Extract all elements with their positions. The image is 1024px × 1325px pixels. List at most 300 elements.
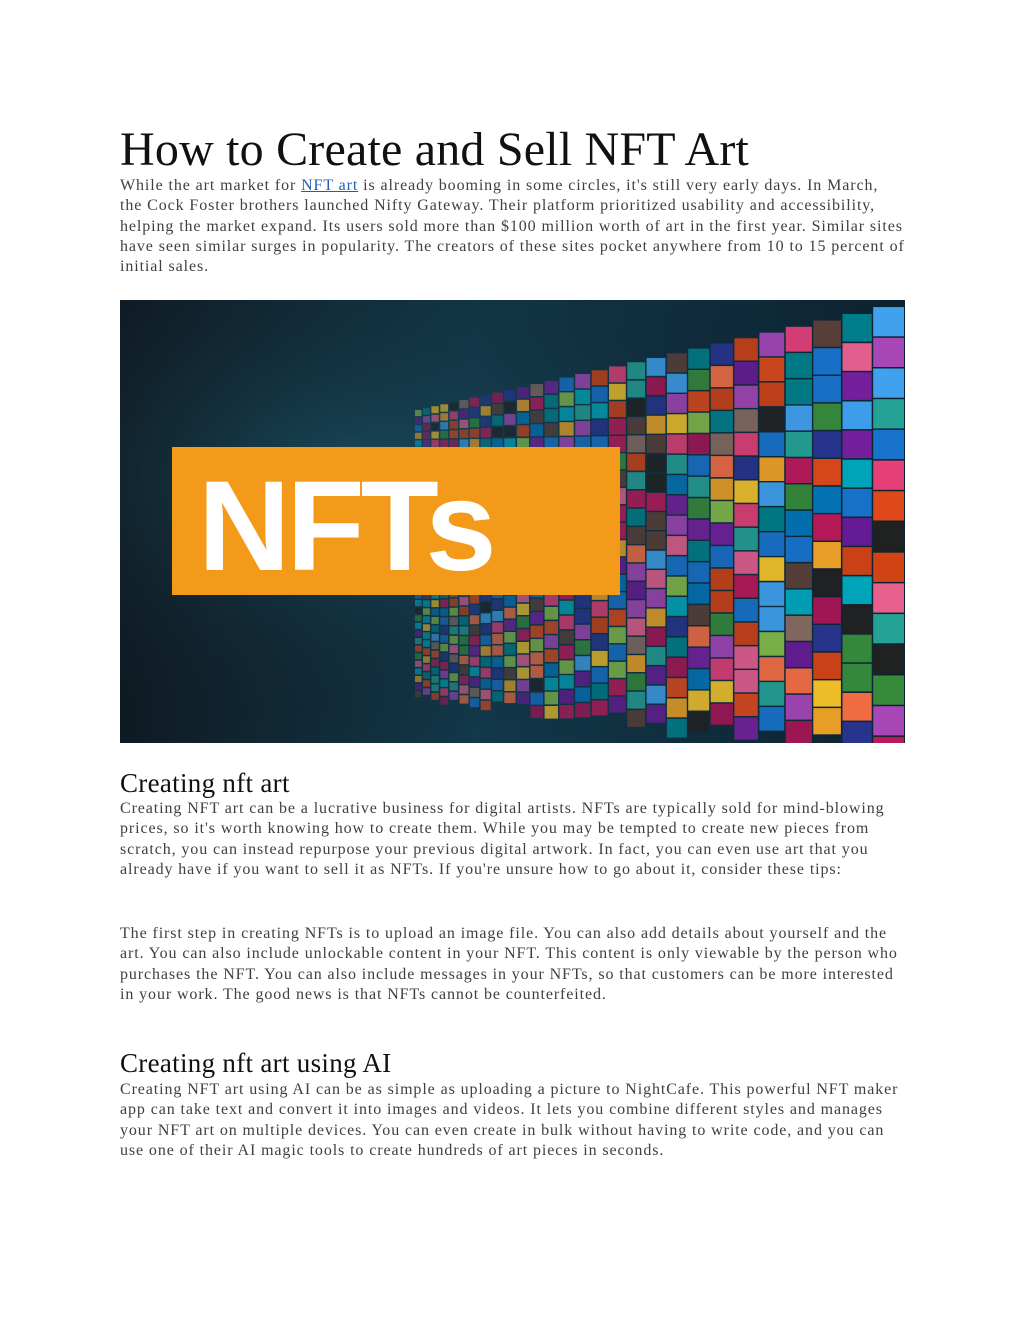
artwork-tile (575, 688, 590, 702)
artwork-tile (415, 630, 422, 636)
artwork-tile (470, 605, 479, 614)
artwork-tile (786, 537, 812, 562)
artwork-tile (843, 722, 872, 743)
artwork-tile (431, 600, 438, 607)
artwork-tile (711, 569, 733, 590)
artwork-tile (440, 662, 448, 669)
artwork-tile (759, 532, 784, 556)
artwork-tile (440, 688, 448, 695)
artwork-tile (470, 646, 479, 655)
artwork-tile (786, 616, 812, 641)
artwork-tile (545, 664, 558, 677)
artwork-tile (415, 684, 422, 690)
artwork-tile (545, 692, 558, 705)
artwork-tile (813, 570, 841, 596)
artwork-tile (423, 672, 430, 679)
artwork-tile (575, 609, 590, 623)
artwork-tile (592, 601, 608, 616)
artwork-tile (531, 398, 544, 410)
artwork-tile (711, 659, 733, 680)
artwork-tile (873, 676, 904, 705)
artwork-tile (470, 678, 479, 687)
artwork-tile (492, 623, 503, 633)
artwork-tile (627, 582, 645, 599)
artwork-tile (415, 653, 422, 659)
artwork-tile (517, 387, 529, 398)
artwork-tile (415, 661, 422, 667)
artwork-tile (531, 693, 544, 705)
artwork-tile (647, 474, 666, 492)
artwork-tile (450, 655, 458, 663)
artwork-tile (786, 458, 812, 483)
section-2-paragraph-1: Creating NFT art using AI can be as simple as uploading a picture to NightCafe. This powerful NFT maker app can take text and convert it into images and videos. It lets you combine different styles and manages your NFT art on multiple devices. You can even create in bulk without having to write code, and you can use one of their AI magic tools to create hundreds of art pieces in seconds. (120, 1081, 899, 1159)
artwork-tile (609, 384, 626, 400)
artwork-tile (504, 608, 515, 619)
artwork-tile (415, 623, 422, 629)
artwork-tile (786, 353, 812, 378)
artwork-tile (734, 670, 757, 692)
artwork-tile (873, 338, 904, 367)
artwork-tile (415, 433, 422, 439)
artwork-tile (431, 684, 438, 691)
artwork-tile (415, 638, 422, 644)
artwork-tile (711, 344, 733, 365)
artwork-tile (450, 692, 458, 700)
artwork-tile (786, 695, 812, 720)
artwork-tile (450, 617, 458, 625)
artwork-tile (423, 408, 430, 415)
artwork-tile (460, 439, 469, 447)
artwork-tile (592, 387, 608, 402)
artwork-tile (560, 407, 574, 420)
artwork-tile (504, 596, 515, 607)
artwork-tile (450, 673, 458, 681)
nft-art-link[interactable]: NFT art (301, 177, 359, 194)
artwork-tile (627, 600, 645, 617)
artwork-tile (431, 406, 438, 413)
artwork-tile (450, 412, 458, 420)
artwork-tile (647, 493, 666, 511)
artwork-tile (609, 679, 626, 695)
artwork-tile (575, 405, 590, 419)
artwork-tile (688, 691, 709, 711)
artwork-tile (843, 460, 872, 488)
artwork-tile (592, 667, 608, 682)
artwork-tile (492, 657, 503, 667)
artwork-tile (440, 413, 448, 420)
artwork-tile (609, 645, 626, 661)
artwork-tile (843, 314, 872, 342)
artwork-tile (460, 420, 469, 428)
artwork-tile (627, 527, 645, 544)
artwork-tile (759, 333, 784, 357)
artwork-tile (481, 439, 491, 448)
artwork-tile (873, 369, 904, 398)
artwork-tile (667, 455, 687, 474)
artwork-tile (667, 435, 687, 454)
artwork-tile (592, 618, 608, 633)
artwork-tile (667, 475, 687, 494)
artwork-tile (813, 653, 841, 679)
artwork-tile (481, 417, 491, 426)
nfts-hero-graphic (120, 300, 905, 743)
artwork-tile (440, 608, 448, 615)
artwork-tile (560, 392, 574, 405)
artwork-tile (667, 577, 687, 596)
artwork-tile (517, 680, 529, 691)
artwork-tile (481, 635, 491, 644)
artwork-tile (843, 489, 872, 517)
artwork-tile (531, 599, 544, 611)
artwork-tile (470, 667, 479, 676)
artwork-tile (431, 651, 438, 658)
artwork-tile (688, 434, 709, 454)
artwork-tile (647, 377, 666, 395)
artwork-tile (423, 440, 430, 447)
artwork-tile (440, 440, 448, 447)
artwork-tile (627, 692, 645, 709)
artwork-tile (813, 376, 841, 402)
artwork-tile (517, 617, 529, 628)
artwork-tile (667, 354, 687, 373)
artwork-tile (711, 681, 733, 702)
artwork-tile (647, 647, 666, 665)
artwork-tile (531, 639, 544, 651)
artwork-tile (504, 644, 515, 655)
artwork-tile (492, 680, 503, 690)
artwork-tile (440, 680, 448, 687)
artwork-tile (450, 645, 458, 653)
artwork-tile (688, 520, 709, 540)
artwork-tile (575, 421, 590, 435)
artwork-tile (873, 491, 904, 520)
artwork-tile (759, 458, 784, 482)
section-heading-creating-nft-art: Creating nft art (120, 768, 290, 798)
artwork-tile (647, 358, 666, 376)
artwork-tile (470, 636, 479, 645)
artwork-tile (688, 477, 709, 497)
artwork-tile (873, 737, 904, 743)
artwork-tile (627, 509, 645, 526)
artwork-tile (440, 635, 448, 642)
artwork-tile (575, 672, 590, 686)
artwork-tile (609, 366, 626, 382)
artwork-tile (688, 413, 709, 433)
artwork-tile (627, 399, 645, 416)
artwork-tile (786, 379, 812, 404)
artwork-tile (734, 552, 757, 574)
artwork-tile (843, 518, 872, 546)
artwork-tile (531, 653, 544, 665)
artwork-tile (647, 628, 666, 646)
artwork-tile (440, 626, 448, 633)
artwork-tile (517, 425, 529, 436)
artwork-tile (545, 395, 558, 408)
artwork-tile (813, 404, 841, 430)
artwork-tile (711, 479, 733, 500)
artwork-tile (575, 390, 590, 404)
artwork-tile (560, 378, 574, 391)
artwork-tile (873, 522, 904, 551)
artwork-tile (481, 406, 491, 415)
artwork-tile (545, 635, 558, 648)
intro-paragraph (120, 176, 905, 277)
artwork-tile (440, 653, 448, 660)
artwork-tile (667, 556, 687, 575)
artwork-tile (423, 664, 430, 671)
artwork-tile (734, 338, 757, 360)
artwork-tile (504, 680, 515, 691)
artwork-tile (627, 381, 645, 398)
artwork-tile (592, 370, 608, 385)
artwork-tile (688, 349, 709, 369)
artwork-tile (492, 427, 503, 437)
artwork-tile (647, 686, 666, 704)
artwork-tile (531, 706, 544, 718)
artwork-tile (647, 416, 666, 434)
artwork-tile (711, 366, 733, 387)
artwork-tile (759, 682, 784, 706)
artwork-tile (759, 707, 784, 731)
artwork-tile (688, 627, 709, 647)
artwork-tile (759, 408, 784, 432)
artwork-tile (627, 491, 645, 508)
artwork-tile (517, 400, 529, 411)
artwork-tile (627, 619, 645, 636)
artwork-tile (627, 454, 645, 471)
artwork-tile (786, 590, 812, 615)
nfts-hero-image (120, 300, 905, 743)
artwork-tile (545, 621, 558, 634)
artwork-tile (481, 614, 491, 623)
artwork-tile (627, 545, 645, 562)
artwork-tile (667, 374, 687, 393)
section-1-paragraph-1: Creating NFT art can be a lucrative business for digital artists. NFTs are typically sold for mind-blowing prices, so it's worth knowing how to create them. While you may be tempted to create new pieces from scratch, you can instead repurpose your previous digital artwork. In fact, you can even use art that you already have if you want to sell it as NFTs. If you're unsure how to go about it, consider these tips: (120, 800, 885, 878)
artwork-tile (609, 697, 626, 713)
artwork-tile (423, 648, 430, 655)
artwork-tile (688, 541, 709, 561)
artwork-tile (481, 679, 491, 688)
artwork-tile (609, 419, 626, 435)
artwork-tile (504, 426, 515, 437)
artwork-tile (813, 514, 841, 540)
artwork-tile (711, 614, 733, 635)
artwork-tile (873, 399, 904, 428)
artwork-tile (711, 591, 733, 612)
artwork-tile (431, 659, 438, 666)
artwork-tile (759, 607, 784, 631)
artwork-tile (843, 343, 872, 371)
artwork-tile (759, 507, 784, 531)
artwork-tile (415, 425, 422, 431)
artwork-tile (504, 402, 515, 413)
artwork-tile (575, 594, 590, 608)
artwork-tile (423, 624, 430, 631)
artwork-tile (786, 721, 812, 743)
artwork-tile (560, 601, 574, 614)
artwork-tile (431, 617, 438, 624)
artwork-tile (470, 418, 479, 427)
artwork-tile (460, 607, 469, 615)
artwork-tile (813, 597, 841, 623)
artwork-tile (647, 454, 666, 472)
artwork-tile (734, 433, 757, 455)
artwork-tile (627, 417, 645, 434)
artwork-tile (647, 551, 666, 569)
artwork-tile (647, 589, 666, 607)
artwork-tile (460, 400, 469, 408)
artwork-tile (423, 432, 430, 439)
artwork-tile (440, 617, 448, 624)
artwork-tile (440, 404, 448, 411)
artwork-tile (531, 626, 544, 638)
artwork-tile (415, 668, 422, 674)
artwork-tile (423, 416, 430, 423)
artwork-tile (531, 612, 544, 624)
artwork-tile (711, 411, 733, 432)
artwork-tile (667, 638, 687, 657)
artwork-tile (813, 348, 841, 374)
artwork-tile (688, 584, 709, 604)
artwork-tile (460, 410, 469, 418)
artwork-tile (647, 609, 666, 627)
artwork-tile (423, 688, 430, 695)
artwork-tile (843, 372, 872, 400)
artwork-tile (531, 666, 544, 678)
artwork-tile (517, 655, 529, 666)
artwork-tile (470, 615, 479, 624)
intro-text-before-link: While the art market for (120, 177, 302, 194)
artwork-tile (481, 395, 491, 404)
artwork-tile (667, 414, 687, 433)
artwork-tile (440, 431, 448, 438)
artwork-tile (423, 608, 430, 615)
artwork-tile (423, 424, 430, 431)
artwork-tile (423, 616, 430, 623)
artwork-tile (481, 690, 491, 699)
artwork-tile (813, 487, 841, 513)
artwork-tile (450, 683, 458, 691)
artwork-tile (450, 402, 458, 410)
artwork-tile (431, 625, 438, 632)
artwork-tile (450, 599, 458, 607)
artwork-tile (873, 614, 904, 643)
artwork-tile (560, 616, 574, 629)
artwork-tile (813, 625, 841, 651)
artwork-tile (575, 656, 590, 670)
artwork-tile (734, 481, 757, 503)
artwork-tile (517, 642, 529, 653)
artwork-tile (431, 415, 438, 422)
artwork-tile (431, 668, 438, 675)
artwork-tile (545, 649, 558, 662)
artwork-tile (734, 623, 757, 645)
artwork-tile (431, 432, 438, 439)
artwork-tile (460, 636, 469, 644)
artwork-tile (843, 576, 872, 604)
artwork-tile (492, 634, 503, 644)
artwork-tile (711, 389, 733, 410)
artwork-tile (759, 632, 784, 656)
artwork-tile (415, 418, 422, 424)
artwork-tile (667, 658, 687, 677)
artwork-tile (734, 409, 757, 431)
artwork-tile (873, 583, 904, 612)
artwork-tile (481, 428, 491, 437)
artwork-tile (440, 697, 448, 704)
artwork-tile (560, 660, 574, 673)
artwork-tile (450, 440, 458, 448)
artwork-tile (545, 409, 558, 422)
section-1-paragraph-2: The first step in creating NFTs is to upload an image file. You can also add details about yourself and the art. You can also include unlockable content in your NFT. This content is only viewable by the person who purchases the NFT. You can also include messages in your NFTs, so that customers can be more interested in your work. The good news is that NFTs cannot be counterfeited. (120, 925, 898, 1003)
artwork-tile (609, 610, 626, 626)
artwork-tile (531, 679, 544, 691)
artwork-tile (759, 433, 784, 457)
artwork-tile (504, 668, 515, 679)
artwork-tile (450, 430, 458, 438)
artwork-tile (688, 391, 709, 411)
artwork-tile (545, 607, 558, 620)
artwork-tile (592, 634, 608, 649)
artwork-tile (843, 693, 872, 721)
artwork-tile (786, 642, 812, 667)
artwork-tile (481, 624, 491, 633)
artwork-tile (667, 516, 687, 535)
artwork-tile (759, 358, 784, 382)
artwork-tile (415, 646, 422, 652)
artwork-tile (460, 597, 469, 605)
artwork-tile (813, 431, 841, 457)
artwork-tile (517, 668, 529, 679)
artwork-tile (667, 617, 687, 636)
artwork-tile (470, 439, 479, 448)
artwork-tile (470, 398, 479, 407)
artwork-tile (492, 600, 503, 610)
artwork-tile (711, 524, 733, 545)
artwork-tile (843, 431, 872, 459)
artwork-tile (688, 370, 709, 390)
artwork-tile (734, 646, 757, 668)
artwork-tile (460, 695, 469, 703)
artwork-tile (813, 708, 841, 734)
artwork-tile (460, 656, 469, 664)
artwork-tile (734, 386, 757, 408)
artwork-tile (504, 414, 515, 425)
artwork-tile (813, 321, 841, 347)
artwork-tile (517, 629, 529, 640)
artwork-tile (423, 680, 430, 687)
artwork-tile (504, 656, 515, 667)
artwork-tile (609, 662, 626, 678)
artwork-tile (415, 676, 422, 682)
artwork-tile (575, 703, 590, 717)
artwork-tile (688, 669, 709, 689)
artwork-tile (786, 432, 812, 457)
artwork-tile (440, 422, 448, 429)
artwork-tile (647, 705, 666, 723)
artwork-tile (423, 600, 430, 607)
artwork-tile (504, 620, 515, 631)
artwork-tile (734, 575, 757, 597)
artwork-tile (667, 394, 687, 413)
artwork-tile (560, 422, 574, 435)
artwork-tile (647, 666, 666, 684)
artwork-tile (431, 609, 438, 616)
artwork-tile (667, 678, 687, 697)
artwork-tile (431, 693, 438, 700)
artwork-tile (560, 690, 574, 703)
artwork-tile (492, 611, 503, 621)
